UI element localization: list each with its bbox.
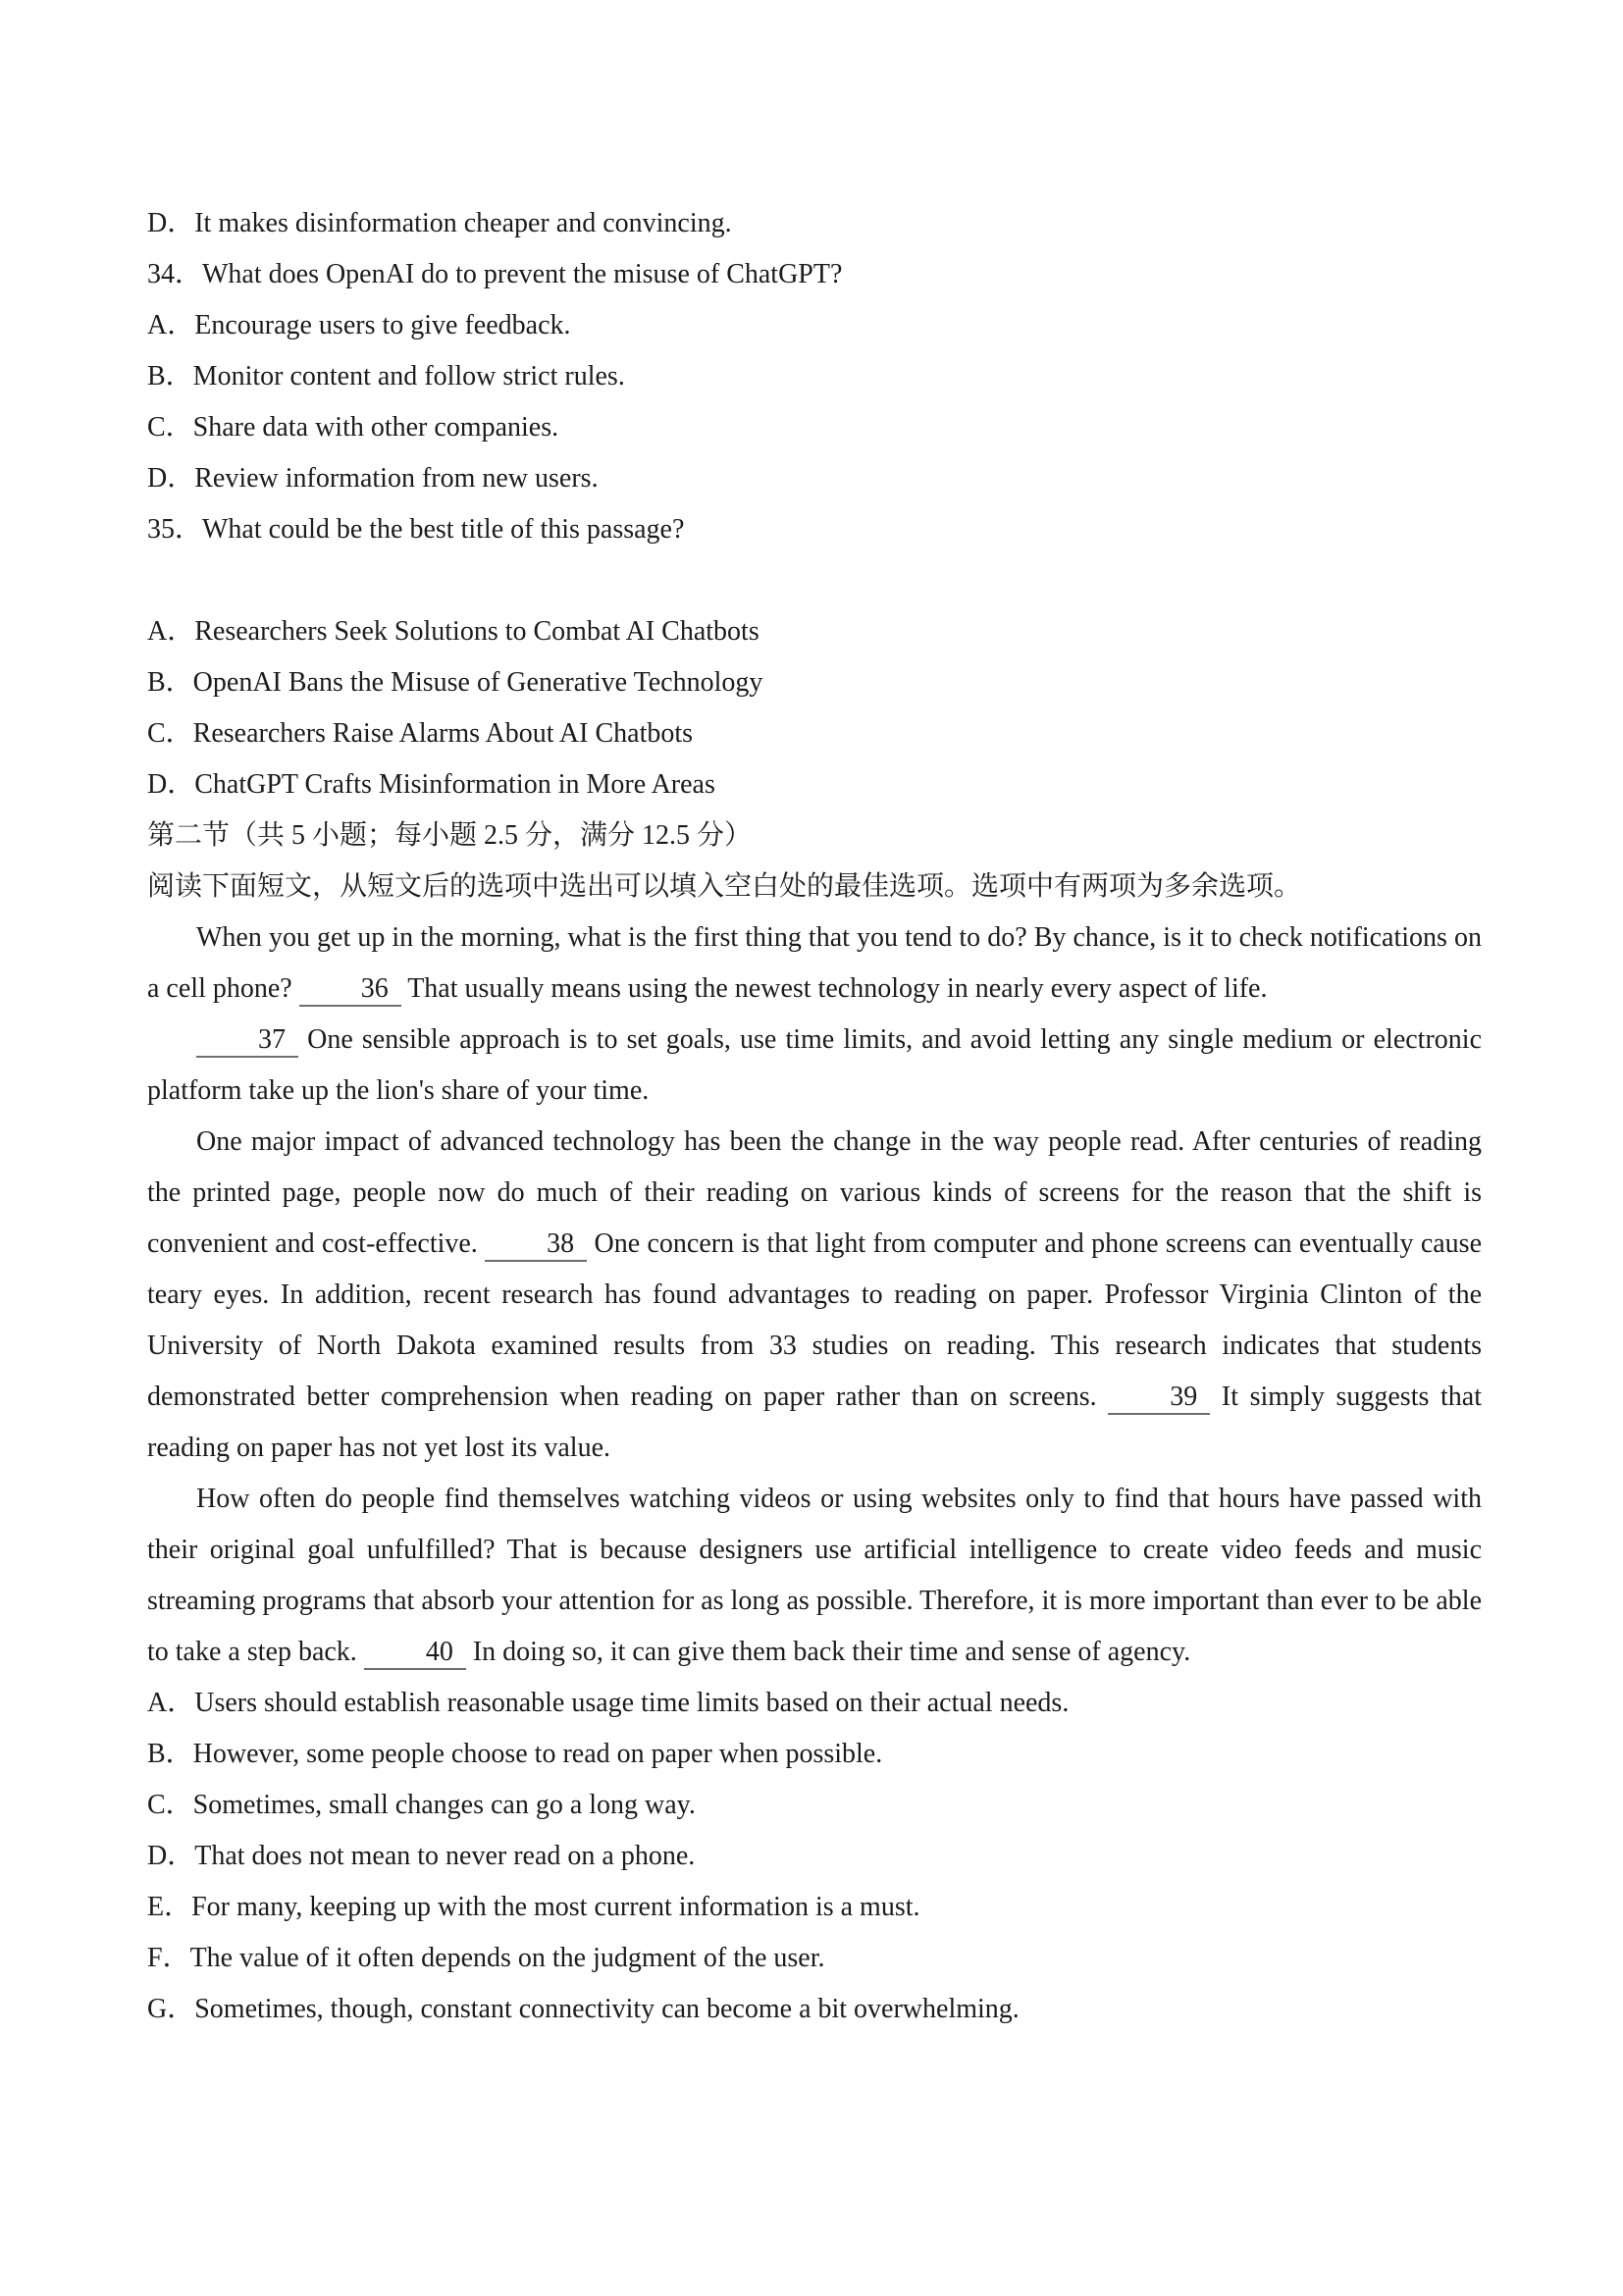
answer-blank-40: 40 [364, 1637, 466, 1670]
q33-option-d: D．It makes disinformation cheaper and convincing. [147, 208, 732, 238]
q34-option: B．Monitor content and follow strict rules. [147, 361, 625, 391]
q34-option: A．Encourage users to give feedback. [147, 310, 571, 340]
answer-blank-37: 37 [196, 1024, 298, 1058]
answer-blank-39: 39 [1108, 1382, 1210, 1415]
cloze-passage [147, 913, 1482, 1678]
passage-paragraph-2: 37 One sensible approach is to set goals, use time limits, and avoid letting any single medium or electronic platform take up the lion's share of your time. [147, 1024, 1482, 1106]
q34-options [147, 300, 1482, 504]
q34-option: D．Review information from new users. [147, 463, 599, 494]
answer-blank-38: 38 [485, 1228, 587, 1262]
q35-stem: 35．What could be the best title of this passage? [147, 514, 685, 545]
q34-stem: 34．What does OpenAI do to prevent the misuse of ChatGPT? [147, 259, 843, 289]
passage-paragraph-1: When you get up in the morning, what is the first thing that you tend to do? By chance, is it to check notifications on a cell phone? 36 That usually means using the newest technology in nearly every aspect of life. [147, 913, 1482, 1015]
q35-option: B．OpenAI Bans the Misuse of Generative Technology [147, 667, 763, 698]
cloze-option: B．However, some people choose to read on paper when possible. [147, 1739, 883, 1769]
cloze-option: G．Sometimes, though, constant connectivity can become a bit overwhelming. [147, 1994, 1020, 2024]
passage-paragraph-3: One major impact of advanced technology has been the change in the way people read. After centuries of reading the printed page, people now do much of their reading on various kinds of screens for the reason that the shift is convenient and cost-effective. 38 One concern is that light from computer and phone screens can eventually cause teary eyes. In addition, recent research has found advantages to reading on paper. Professor Virginia Clinton of the University of North Dakota examined results from 33 studies on reading. This research indicates that students demonstrated better comprehension when reading on paper rather than on screens. 39 It simply suggests that reading on paper has not yet lost its value. [147, 1126, 1482, 1463]
passage-paragraph-4: How often do people find themselves watching videos or using websites only to find that hours have passed with their original goal unfulfilled? That is because designers use artificial intelligence to create video feeds and music streaming programs that absorb your attention for as long as possible. Therefore, it is more important than ever to be able to take a step back. 40 In doing so, it can give them back their time and sense of agency. [147, 1474, 1482, 1678]
section2-instructions: 阅读下面短文，从短文后的选项中选出可以填入空白处的最佳选项。选项中有两项为多余选项。 [147, 871, 1302, 902]
section2-heading: 第二节（共 5 小题；每小题 2.5 分，满分 12.5 分） [147, 820, 753, 851]
cloze-option: E．For many, keeping up with the most current information is a must. [147, 1892, 920, 1922]
q35-option: C．Researchers Raise Alarms About AI Chatbots [147, 718, 694, 749]
q34-option: C．Share data with other companies. [147, 412, 559, 443]
cloze-options [147, 1678, 1482, 2035]
q35-option: A．Researchers Seek Solutions to Combat AI Chatbots [147, 616, 759, 647]
cloze-option: D．That does not mean to never read on a phone. [147, 1841, 696, 1871]
cloze-option: C．Sometimes, small changes can go a long way. [147, 1790, 696, 1820]
blank-line [147, 555, 1482, 606]
q35-option: D．ChatGPT Crafts Misinformation in More Areas [147, 769, 715, 800]
answer-blank-36: 36 [299, 973, 401, 1007]
cloze-option: A．Users should establish reasonable usage time limits based on their actual needs. [147, 1688, 1070, 1718]
cloze-option: F．The value of it often depends on the judgment of the user. [147, 1943, 825, 1973]
q35-options [147, 606, 1482, 810]
page-content [147, 198, 1482, 2035]
